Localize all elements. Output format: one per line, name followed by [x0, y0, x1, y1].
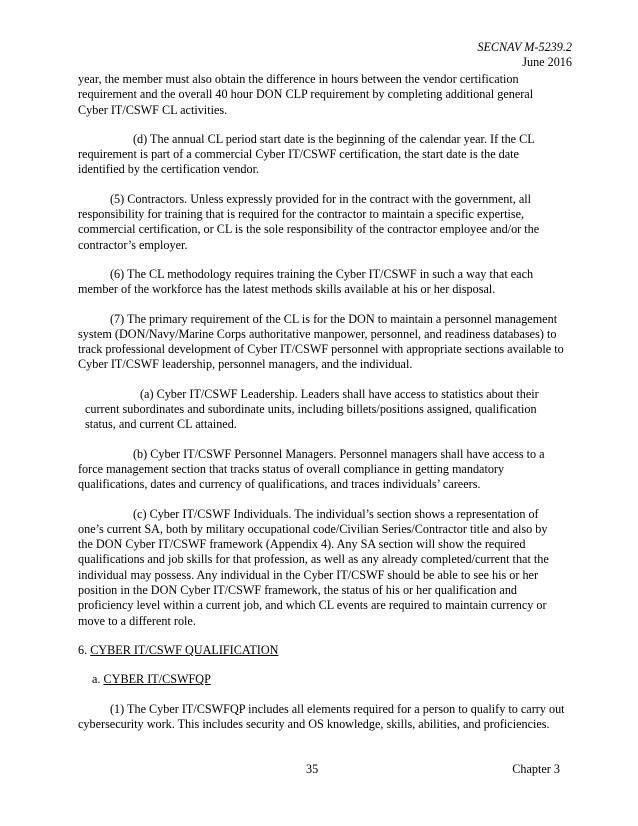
document-id: SECNAV M-5239.2 [477, 40, 572, 54]
paragraph-7c: (c) Cyber IT/CSWF Individuals. The individual’s section shows a representation of one’s current SA, both by military occupational code/Civilian Series/Contractor title and also by the DON Cyber IT/CSWF framework (Appendix 4). Any SA section will show the required qualifications and job skills for that profession, as well as any already completed/current that the individual may possess. Any individual in the Cyber IT/CSWF should be able to see his or her position in the DON Cyber IT/CSWF framework, the status of his or her qualification and proficiency level within a current job, and which CL events are required to maintain currency or move to a different role. [78, 506, 549, 628]
document-date: June 2016 [522, 55, 572, 70]
section-a-title: CYBER IT/CSWFQP [103, 672, 211, 687]
paragraph-d: (d) The annual CL period start date is the beginning of the calendar year. If the CL requirement is part of a commercial Cyber IT/CSWF certification, the start date is the date identified by the certification vendor. [78, 131, 535, 177]
paragraph-continuation: year, the member must also obtain the difference in hours between the vendor certification requirement and the overall 40 hour DON CLP requirement by completing additional general Cyber IT/CSWF CL activities. [78, 72, 534, 117]
section-a-heading [92, 672, 565, 687]
page-header [477, 40, 572, 71]
section-6-number: 6. [78, 642, 88, 657]
chapter-label: Chapter 3 [512, 762, 560, 776]
paragraph-a1: (1) The Cyber IT/CSWFQP includes all elements required for a person to qualify to carry out cybersecurity work. This includes security and OS knowledge, skills, abilities, and proficiencies. [78, 701, 565, 731]
paragraph-7b: (b) Cyber IT/CSWF Personnel Managers. Personnel managers shall have access to a force management section that tracks status of overall compliance in getting mandatory qualifications, dates and currency of qualifications, and traces individuals’ careers. [78, 446, 545, 492]
page-body [78, 72, 565, 746]
section-6-heading [78, 643, 565, 658]
paragraph-5: (5) Contractors. Unless expressly provided for in the contract with the government, all responsibility for training that is required for the contractor to maintain a specific expertise, commercial certification, or CL is the sole responsibility of the contractor employee and/or the contractor’s employer. [78, 191, 540, 252]
paragraph-7: (7) The primary requirement of the CL is for the DON to maintain a personnel management system (DON/Navy/Marine Corps authoritative manpower, personnel, and readiness databases) to track professional development of Cyber IT/CSWF personnel with appropriate sections available to Cyber IT/CSWF leadership, personnel managers, and the individual. [78, 311, 564, 372]
section-a-number: a. [92, 672, 101, 687]
page-number: 35 [306, 762, 319, 776]
paragraph-6: (6) The CL methodology requires training the Cyber IT/CSWF in such a way that each member of the workforce has the latest methods skills available at his or her disposal. [78, 266, 534, 297]
paragraph-7a: (a) Cyber IT/CSWF Leadership. Leaders shall have access to statistics about their current subordinates and subordinate units, including billets/positions assigned, qualification status, and current CL attained. [85, 386, 539, 432]
page-footer [0, 762, 638, 778]
section-6-title: CYBER IT/CSWF QUALIFICATION [90, 642, 279, 657]
